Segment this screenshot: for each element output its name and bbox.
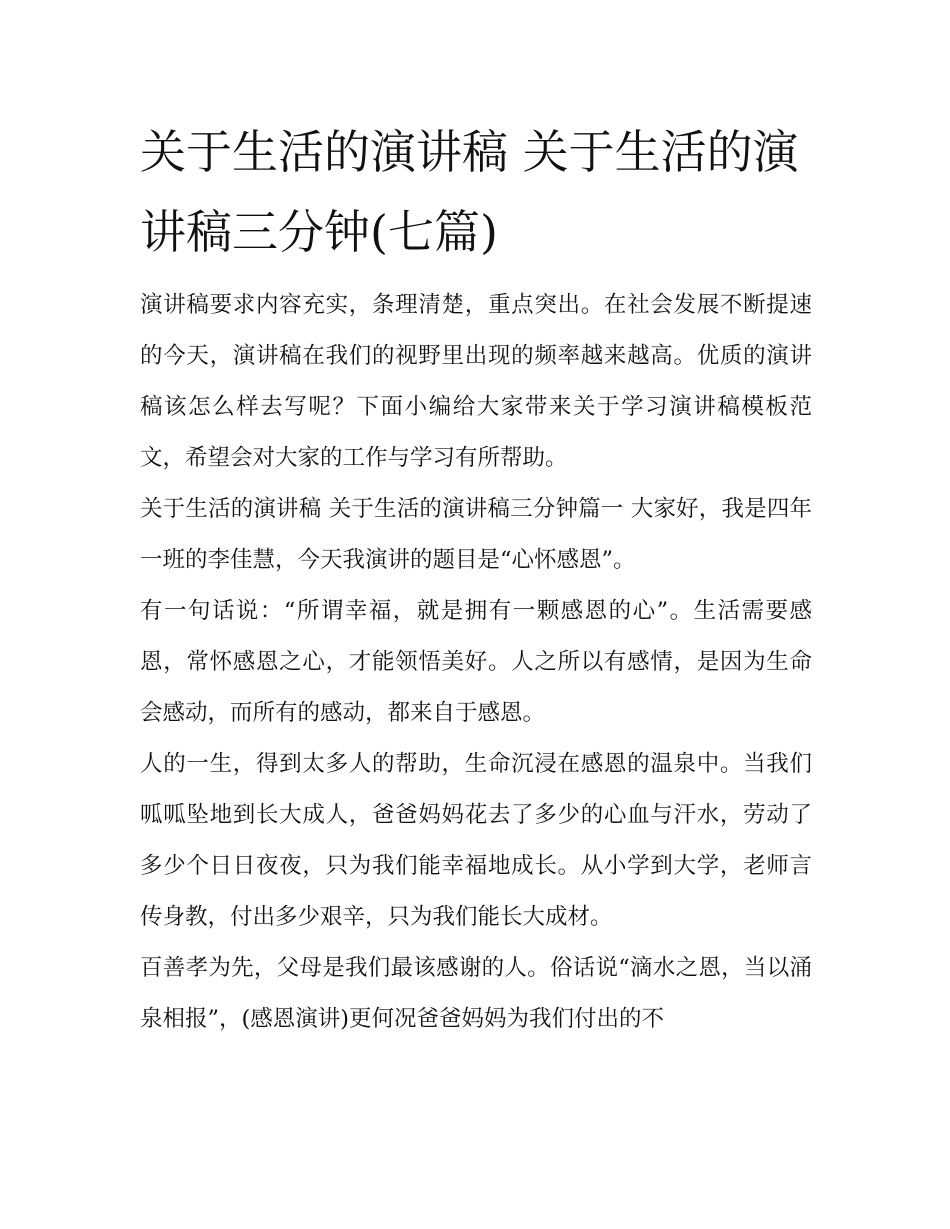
document-page — [140, 112, 812, 1045]
paragraph-greeting: 关于生活的演讲稿 关于生活的演讲稿三分钟篇一 大家好，我是四年一班的李佳慧，今天我演讲的题目是“心怀感恩”。 — [140, 496, 812, 573]
paragraph-intro: 演讲稿要求内容充实，条理清楚，重点突出。在社会发展不断提速的今天，演讲稿在我们的视野里出现的频率越来越高。优质的演讲稿该怎么样去写呢？下面小编给大家带来关于学习演讲稿模板范文，希望会对大家的工作与学习有所帮助。 — [140, 292, 812, 471]
paragraph-gratitude-quote: 有一句话说：“所谓幸福，就是拥有一颗感恩的心”。生活需要感恩，常怀感恩之心，才能领悟美好。人之所以有感情，是因为生命会感动，而所有的感动，都来自于感恩。 — [140, 598, 812, 726]
paragraph-filial-piety: 百善孝为先，父母是我们最该感谢的人。俗话说“滴水之恩，当以涌泉相报”，(感恩演讲)更何况爸爸妈妈为我们付出的不 — [140, 955, 812, 1032]
document-title: 关于生活的演讲稿 关于生活的演讲稿三分钟(七篇) — [140, 125, 799, 259]
paragraph-life-help: 人的一生，得到太多人的帮助，生命沉浸在感恩的温泉中。当我们呱呱坠地到长大成人，爸爸妈妈花去了多少的心血与汗水，劳动了多少个日日夜夜，只为我们能幸福地成长。从小学到大学，老师言传身教，付出多少艰辛，只为我们能长大成材。 — [140, 751, 812, 930]
